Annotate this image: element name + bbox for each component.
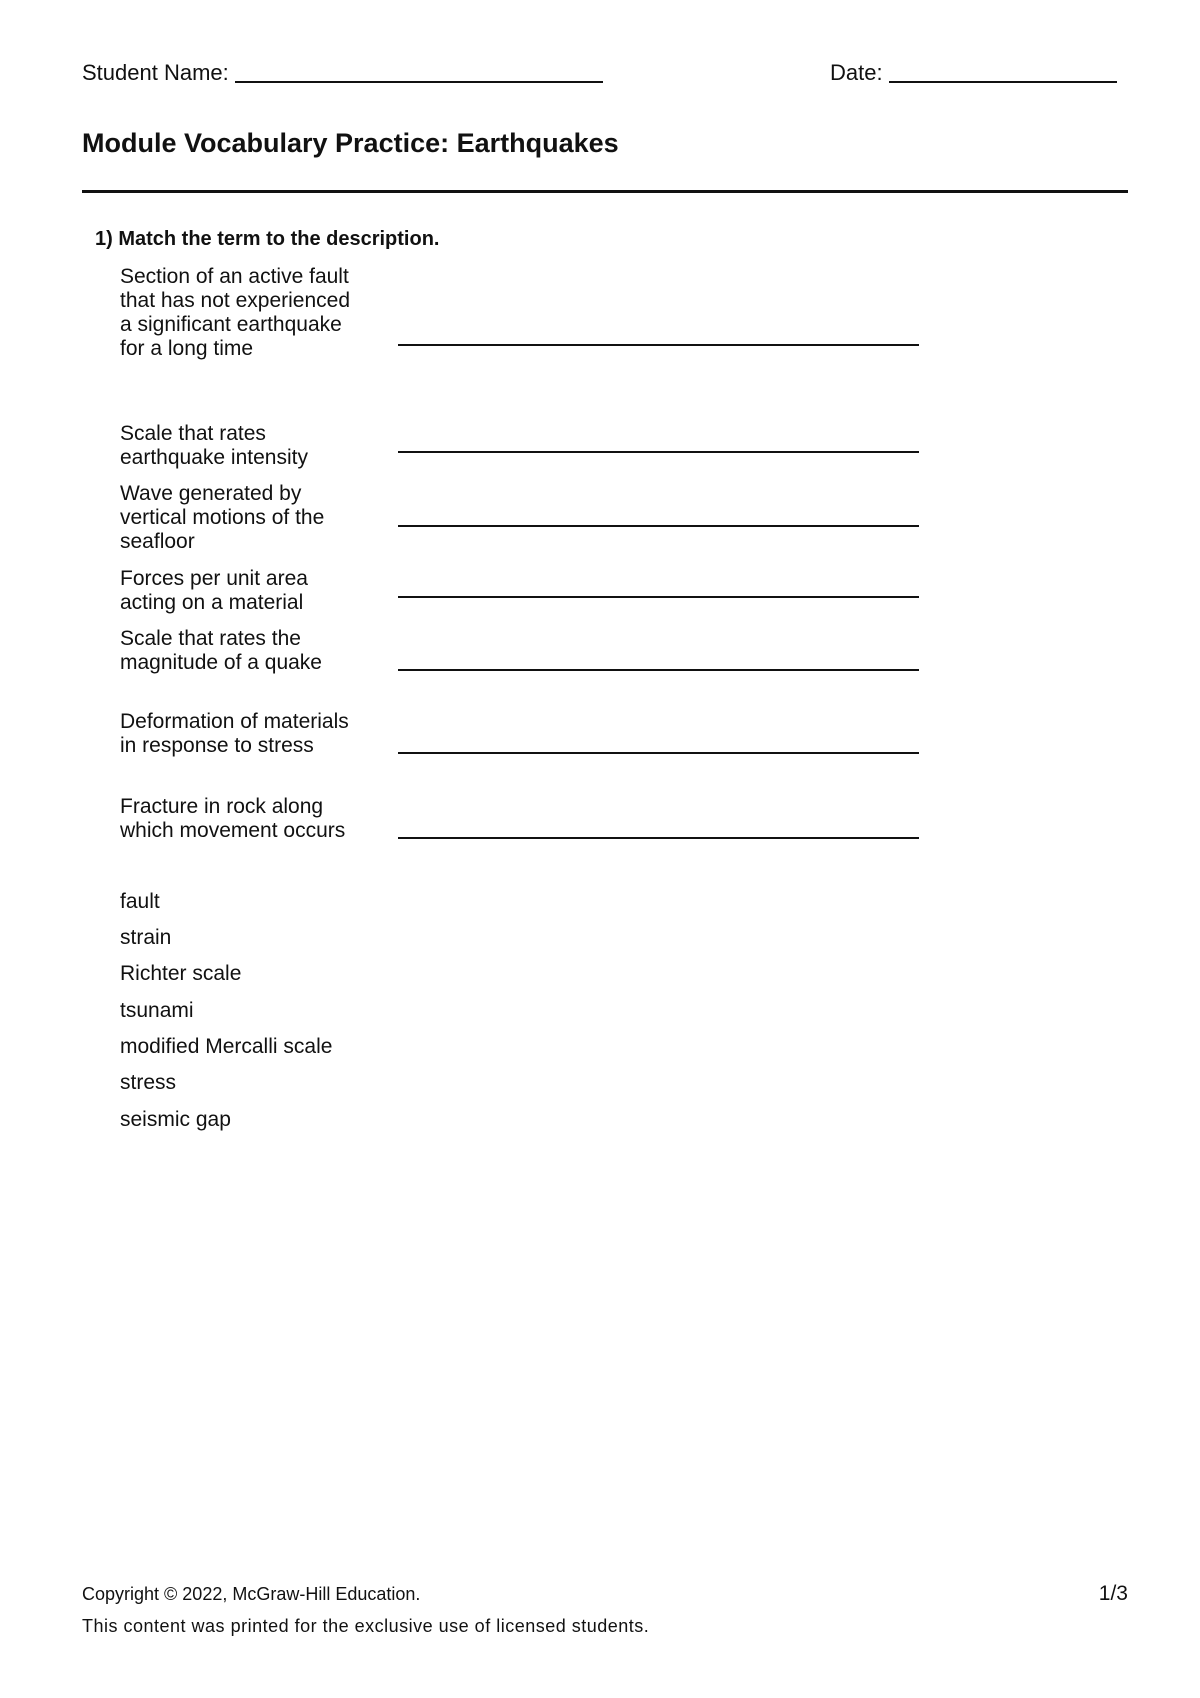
answer-line[interactable]: [398, 669, 919, 671]
term-item: tsunami: [120, 999, 194, 1022]
description-item: Fracture in rock along which movement occurs: [120, 795, 346, 842]
student-name-label: Student Name:: [82, 60, 229, 85]
answer-line[interactable]: [398, 837, 919, 839]
answer-line[interactable]: [398, 344, 919, 346]
page-number: 1/3: [1098, 1582, 1128, 1605]
date-line[interactable]: [889, 63, 1117, 83]
title-divider: [82, 190, 1128, 193]
page-title: Module Vocabulary Practice: Earthquakes: [82, 128, 619, 158]
term-item: modified Mercalli scale: [120, 1035, 333, 1058]
copyright-text: Copyright © 2022, McGraw-Hill Education.: [82, 1584, 421, 1604]
term-item: stress: [120, 1071, 177, 1094]
description-item: Wave generated by vertical motions of the seafloor: [120, 482, 325, 553]
header-fields: [82, 55, 1128, 87]
date-field: [830, 55, 1117, 87]
question-heading: 1) Match the term to the description.: [95, 228, 440, 250]
term-item: Richter scale: [120, 962, 242, 985]
term-item: fault: [120, 890, 160, 913]
description-item: Forces per unit area acting on a material: [120, 567, 308, 614]
student-name-line[interactable]: [235, 63, 603, 83]
student-name-field: [82, 55, 603, 87]
term-item: seismic gap: [120, 1108, 231, 1131]
description-item: Scale that rates earthquake intensity: [120, 422, 308, 469]
license-notice: This content was printed for the exclusive use of licensed students.: [82, 1616, 650, 1636]
answer-line[interactable]: [398, 451, 919, 453]
description-item: Section of an active fault that has not experienced a significant earthquake for a long time: [120, 265, 350, 360]
answer-line[interactable]: [398, 596, 919, 598]
description-item: Scale that rates the magnitude of a quake: [120, 627, 322, 674]
description-item: Deformation of materials in response to stress: [120, 710, 349, 757]
term-item: strain: [120, 926, 172, 949]
answer-line[interactable]: [398, 525, 919, 527]
answer-line[interactable]: [398, 752, 919, 754]
date-label: Date:: [830, 60, 883, 85]
